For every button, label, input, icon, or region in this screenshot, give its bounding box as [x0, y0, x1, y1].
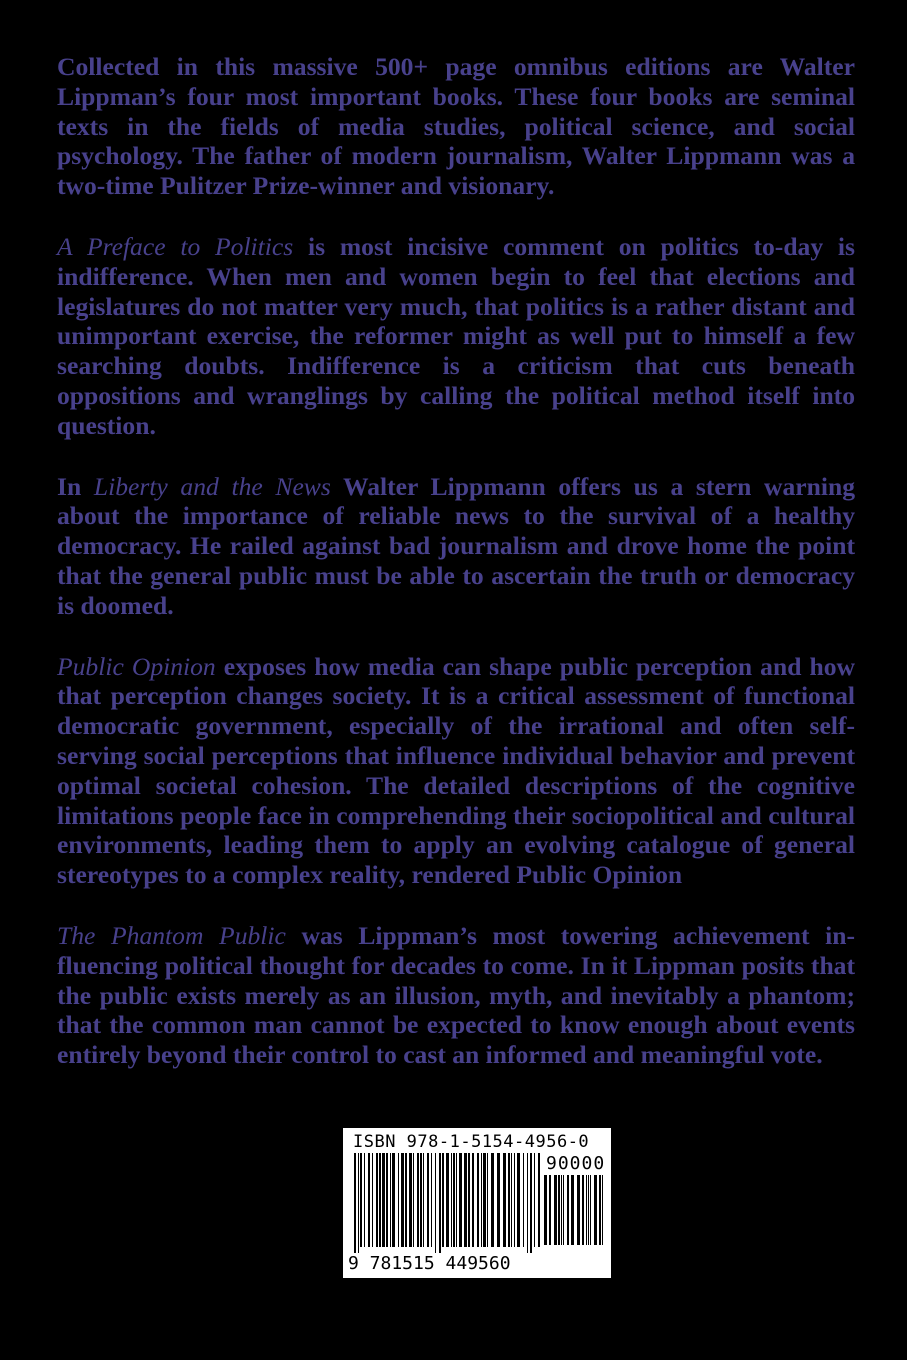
- paragraph-liberty-prefix: In: [57, 471, 94, 501]
- book-title-public-opinion: Public Opinion: [57, 651, 216, 681]
- price-code: 90000: [546, 1153, 606, 1174]
- paragraph-preface-to-politics: [57, 232, 855, 441]
- isbn-barcode: [343, 1128, 611, 1278]
- paragraph-phantom-public: [57, 921, 855, 1070]
- back-cover-blurb: [57, 52, 855, 1101]
- paragraph-public-opinion-text: exposes how media can shape public perception and how that perception changes society. It is a critical assessment of functional democratic government, especially of the irrational and often self-serving social perceptions that influence individual behavior and prevent optimal societal cohesion. The detailed descriptions of the cognitive limitations people face in comprehending their sociopolitical and cultural environments, leading them to apply an evolving catalogue of general stereotypes to a complex reality, rendered Public Opinion: [57, 651, 855, 890]
- isbn-label: ISBN 978-1-5154-4956-0: [353, 1132, 590, 1152]
- price-barcode-bars-icon: [544, 1175, 606, 1251]
- book-title-liberty-and-the-news: Liberty and the News: [93, 471, 331, 501]
- paragraph-liberty-text: Walter Lippmann offers us a stern warning about the importance of reliable news to the survival of a healthy democracy. He railed against bad journalism and drove home the point that the general public must be able to ascertain the truth or democracy is doomed.: [57, 471, 855, 620]
- paragraph-public-opinion: [57, 652, 855, 890]
- book-title-phantom-public: The Phantom Public: [57, 920, 286, 950]
- paragraph-intro: [57, 52, 855, 201]
- book-title-preface-to-politics: A Preface to Politics: [57, 231, 294, 261]
- barcode-bars-icon: [354, 1153, 540, 1253]
- ean-digits: 9 781515 449560: [348, 1253, 511, 1274]
- paragraph-intro-text: Collected in this massive 500+ page omnibus editions are Walter Lippman’s four most important books. These four books are seminal texts in the fields of media studies, political science, and social psychology. The father of modern journalism, Walter Lippmann was a two-time Pulitzer Prize-winner and visionary.: [57, 52, 855, 201]
- paragraph-preface-text: is most incisive comment on politics to-day is indifference. When men and women begin to feel that elections and legislatures do not matter very much, that politics is a rather distant and unimportant exercise, the reformer might as well put to himself a few searching doubts. Indifference is a criticism that cuts beneath oppositions and wranglings by calling the political method itself into question.: [57, 231, 855, 440]
- paragraph-phantom-public-text: was Lippman’s most towering achievement influencing political thought for decades to come. In it Lippman posits that the public exists merely as an illusion, myth, and inevitably a phantom; that the common man cannot be expected to know enough about events entirely beyond their control to cast an informed and meaningful vote.: [57, 920, 855, 1070]
- paragraph-liberty-and-the-news: [57, 472, 855, 621]
